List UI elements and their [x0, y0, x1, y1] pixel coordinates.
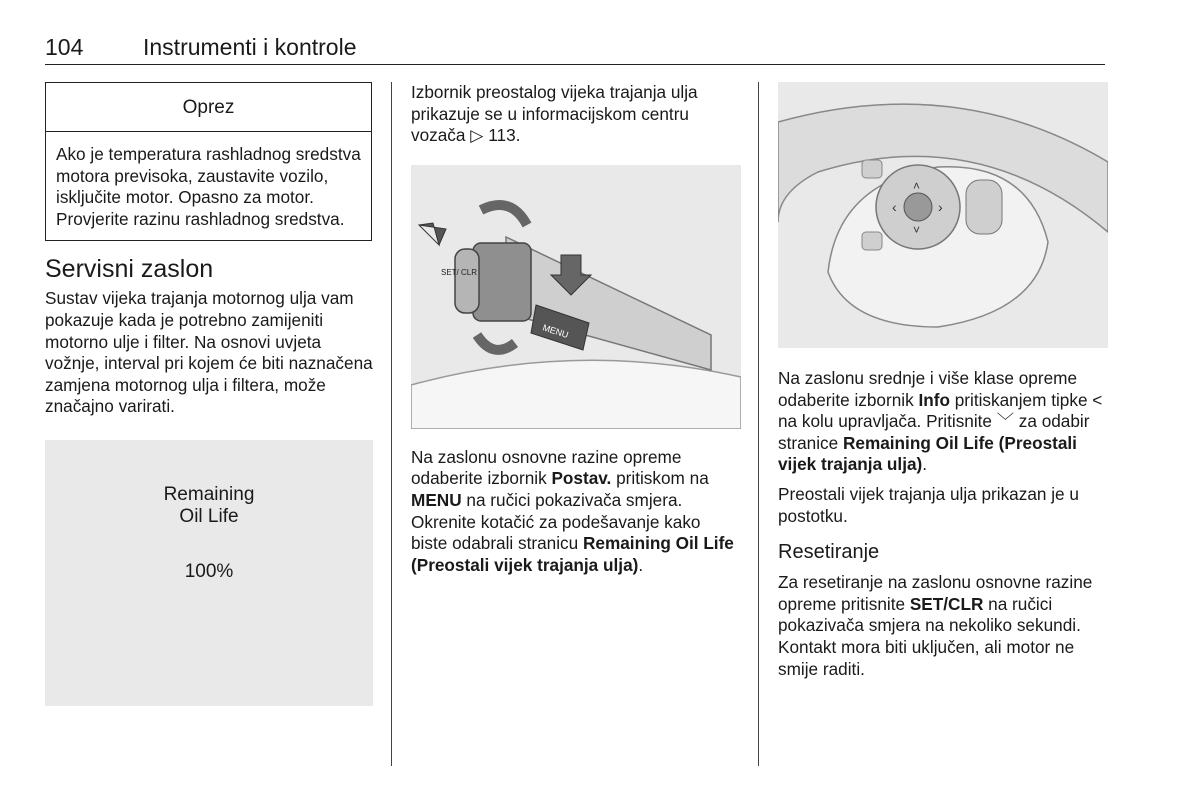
display-line-1: Remaining: [163, 483, 255, 505]
rotate-arrow-icon: [481, 205, 527, 225]
section-heading: Servisni zaslon: [45, 255, 214, 284]
lever-instructions: Na zaslonu osnovne razine opreme odaberite izbornik Postav. pritiskom na MENU na ručici pokazivača smjera. Okrenite kotačić za podešavanje kako biste odabrali stranicu Remaining Oil Life (Preostali vijek trajanja ulja).: [411, 446, 734, 575]
steering-wheel-illustration: [778, 82, 1108, 348]
column-middle: [411, 82, 741, 576]
lever-figure: [411, 165, 741, 429]
page-number: 104: [45, 34, 84, 60]
oil-life-display: [45, 440, 373, 706]
info-instructions: Na zaslonu srednje i više klase opreme odaberite izbornik Info pritiskanjem tipke < na kolu upravljača. Pritisnite ﹀ za odabir stranice Remaining Oil Life (Preostali vijek trajanja ulja).: [778, 368, 1103, 475]
caution-box: [45, 82, 372, 241]
turn-signal-lever-illustration: [411, 165, 741, 429]
intro-paragraph: [411, 82, 741, 147]
display-percent: 100%: [184, 560, 234, 582]
column-divider: [758, 82, 759, 766]
down-arrow-icon: ˅: [913, 223, 921, 237]
up-arrow-icon: ˄: [913, 179, 921, 193]
reset-heading: Resetiranje: [778, 541, 880, 564]
set-clr-label: SET/ CLR: [441, 267, 478, 277]
display-line-2: Oil Life: [179, 505, 239, 527]
right-arrow-icon: ›: [938, 199, 943, 215]
caution-text: Ako je temperatura rashladnog sredstva motora previsoka, zaustavite vozilo, isključite motor. Opasno za motor. Provjerite razinu rashladnog sredstva.: [56, 144, 361, 229]
ok-button-icon: [904, 193, 932, 221]
caution-title: Oprez: [46, 83, 371, 132]
page-title: Instrumenti i kontrole: [143, 34, 357, 60]
left-arrow-icon: ‹: [892, 199, 897, 215]
intro-text: Izbornik preostalog vijeka trajanja ulja prikazuje se u informacijskom centru vozača: [411, 82, 698, 146]
reference-arrow-icon: ▷: [470, 125, 484, 146]
steering-wheel-figure: [778, 82, 1108, 348]
reset-instructions: Za resetiranje na zaslonu osnovne razine opreme pritisnite SET/CLR na ručici pokazivača smjera na nekoliko sekundi. Kontakt mora biti uključen, ali motor ne smije raditi.: [778, 572, 1093, 679]
percent-note: Preostali vijek trajanja ulja prikazan je u postotku.: [778, 483, 1079, 526]
volume-rocker-icon: [966, 180, 1002, 234]
section-paragraph: Sustav vijeka trajanja motornog ulja vam pokazuje kada je potrebno zamijeniti motorno ulje i filter. Na osnovi uvjeta vožnje, interval pri kojem će biti naznačena zamjena motornog ulja i filtera, može značajno varirati.: [45, 288, 373, 417]
rotate-arrow-icon: [477, 335, 515, 350]
column-right: [778, 82, 1108, 680]
chevron-down-icon: ﹀: [996, 411, 1014, 432]
page-header: [45, 34, 1105, 65]
menu-button-label: MENU: [541, 322, 570, 340]
push-arrow-icon: [419, 223, 446, 245]
column-divider: [391, 82, 392, 766]
page-reference[interactable]: 113.: [488, 125, 521, 146]
chevron-left-icon: <: [1092, 389, 1103, 410]
column-left: [45, 82, 373, 706]
